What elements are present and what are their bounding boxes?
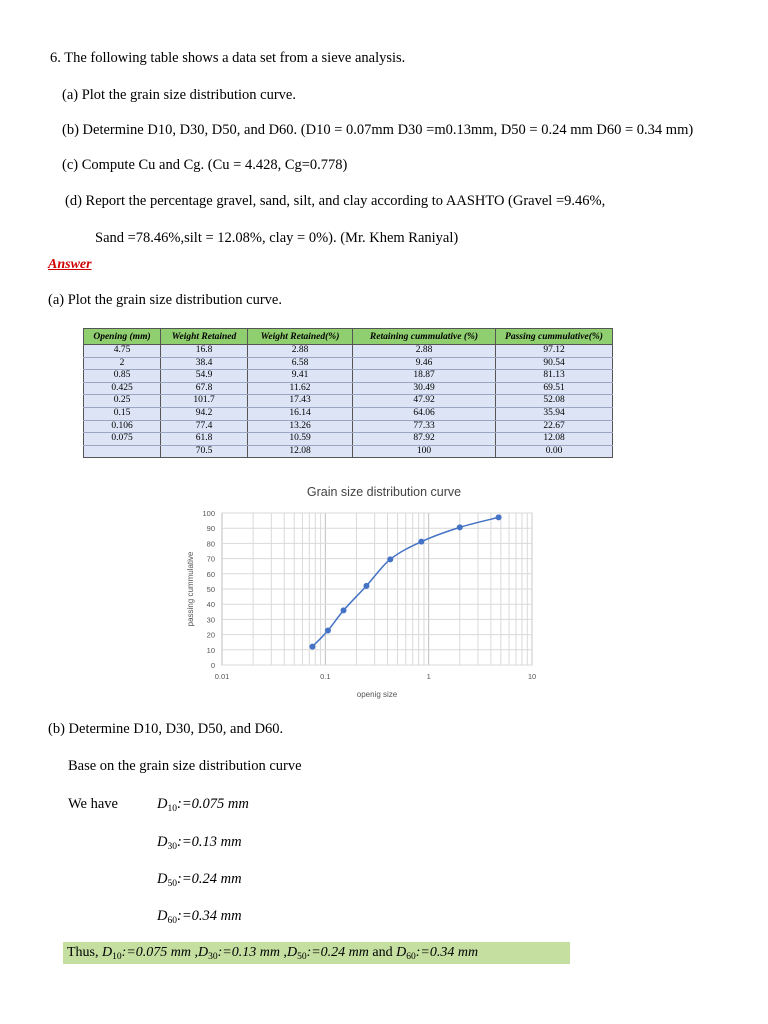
table-cell: 0.85 (84, 370, 161, 383)
question-d-continued: Sand =78.46%,silt = 12.08%, clay = 0%). (Mr. Khem Raniyal) (95, 230, 459, 246)
d10-subscript: 10 (167, 804, 177, 814)
x-tick-label: 0.01 (214, 672, 230, 681)
table-cell: 0.075 (84, 433, 161, 446)
summary-d30-symbol: D (197, 945, 209, 960)
table-cell: 61.8 (161, 433, 248, 446)
table-cell: 67.8 (161, 382, 248, 395)
table-cell: 9.46 (353, 357, 496, 370)
d50-equation (157, 871, 242, 889)
table-cell: 0.106 (84, 420, 161, 433)
table-cell: 10.59 (248, 433, 353, 446)
table-cell: 69.51 (496, 382, 613, 395)
data-point (496, 514, 502, 520)
d60-equation (157, 908, 242, 926)
summary-d60-subscript: 60 (406, 952, 416, 962)
y-tick-label: 10 (206, 645, 215, 655)
table-cell: 4.75 (84, 345, 161, 358)
table-cell: 70.5 (161, 445, 248, 458)
d30-symbol: D (157, 834, 168, 850)
d30-equation (157, 834, 242, 852)
part-a-heading: (a) Plot the grain size distribution curve. (48, 292, 282, 308)
table-cell: 100 (353, 445, 496, 458)
d10-value: :=0.075 mm (176, 796, 249, 812)
x-tick-label: 10 (527, 672, 537, 681)
table-header-cell: Passing cummulative(%) (496, 329, 613, 345)
y-tick-label: 20 (206, 630, 215, 640)
d10-symbol: D (157, 796, 168, 812)
data-point (363, 583, 369, 589)
x-axis-label: openig size (356, 690, 398, 699)
table-cell: 94.2 (161, 407, 248, 420)
summary-d30-subscript: 30 (208, 952, 218, 962)
table-cell: 6.58 (248, 357, 353, 370)
table-cell: 16.14 (248, 407, 353, 420)
y-tick-label: 90 (206, 524, 215, 534)
data-point (457, 524, 463, 530)
table-cell: 101.7 (161, 395, 248, 408)
table-cell: 17.43 (248, 395, 353, 408)
table-cell: 2.88 (353, 345, 496, 358)
question-d: (d) Report the percentage gravel, sand, silt, and clay according to AASHTO (Gravel =9.46%, (65, 193, 606, 209)
summary-d60 (396, 945, 478, 960)
y-tick-label: 100 (202, 509, 215, 518)
answer-label: Answer (48, 257, 92, 272)
table-cell: 77.33 (353, 420, 496, 433)
summary-d50-value: :=0.24 mm (306, 945, 369, 960)
table-cell: 77.4 (161, 420, 248, 433)
table-cell: 11.62 (248, 382, 353, 395)
d60-symbol: D (157, 908, 168, 924)
y-tick-label: 40 (206, 600, 215, 610)
y-tick-label: 0 (210, 661, 215, 670)
d50-subscript: 50 (167, 879, 177, 889)
summary-d10 (102, 945, 198, 960)
summary-d10-symbol: D (102, 945, 113, 960)
table-cell: 9.41 (248, 370, 353, 383)
table-cell: 0.00 (496, 445, 613, 458)
table-cell: 0.25 (84, 395, 161, 408)
table-cell: 38.4 (161, 357, 248, 370)
summary-d50 (287, 945, 369, 960)
d60-value: :=0.34 mm (176, 908, 242, 924)
part-b-heading: (b) Determine D10, D30, D50, and D60. (48, 721, 284, 737)
table-cell: 2.88 (248, 345, 353, 358)
summary-box (63, 942, 570, 964)
table-cell: 13.26 (248, 420, 353, 433)
table-cell: 0.425 (84, 382, 161, 395)
x-tick-label: 1 (426, 672, 431, 681)
y-axis-label: passing cummulative (186, 551, 195, 627)
summary-d10-value: :=0.075 mm , (121, 945, 198, 960)
table-cell: 54.9 (161, 370, 248, 383)
table-header-cell: Retaining cummulative (%) (353, 329, 496, 345)
table-cell: 30.49 (353, 382, 496, 395)
table-cell: 47.92 (353, 395, 496, 408)
summary-d30-value: :=0.13 mm , (217, 945, 287, 960)
table-cell: 0.15 (84, 407, 161, 420)
summary-d50-subscript: 50 (297, 952, 307, 962)
table-cell: 81.13 (496, 370, 613, 383)
d30-value: :=0.13 mm (176, 834, 242, 850)
y-tick-label: 70 (206, 554, 215, 564)
summary-and: and (372, 945, 393, 960)
data-point (309, 644, 315, 650)
summary-d60-symbol: D (396, 945, 407, 960)
table-cell: 2 (84, 357, 161, 370)
table-cell: 90.54 (496, 357, 613, 370)
part-b-basis: Base on the grain size distribution curve (68, 758, 302, 774)
table-cell: 22.67 (496, 420, 613, 433)
data-point (325, 628, 331, 634)
data-point (341, 607, 347, 613)
table-cell: 18.87 (353, 370, 496, 383)
summary-d50-symbol: D (286, 945, 298, 960)
table-header-cell: Weight Retained(%) (248, 329, 353, 345)
y-tick-label: 60 (206, 569, 215, 579)
x-tick-label: 0.1 (320, 672, 331, 681)
d50-value: :=0.24 mm (176, 871, 242, 887)
d60-subscript: 60 (167, 916, 177, 926)
y-tick-label: 30 (206, 615, 215, 625)
summary-d60-value: :=0.34 mm (415, 945, 479, 960)
d30-subscript: 30 (167, 842, 177, 852)
table-header-cell: Weight Retained (161, 329, 248, 345)
chart-title: Grain size distribution curve (306, 485, 462, 499)
data-point (387, 556, 393, 562)
table-cell: 87.92 (353, 433, 496, 446)
question-c: (c) Compute Cu and Cg. (Cu = 4.428, Cg=0.778) (62, 157, 348, 173)
summary-thus: Thus, (67, 945, 99, 960)
table-cell: 64.06 (353, 407, 496, 420)
y-tick-label: 50 (206, 585, 215, 594)
question-a: (a) Plot the grain size distribution curve. (62, 87, 296, 103)
we-have-label: We have (68, 796, 118, 812)
question-b: (b) Determine D10, D30, D50, and D60. (D10 = 0.07mm D30 =m0.13mm, D50 = 0.24 mm D60 = 0.34 mm) (62, 122, 694, 138)
question-intro: 6. The following table shows a data set from a sieve analysis. (50, 50, 406, 66)
d50-symbol: D (157, 871, 168, 887)
data-point (418, 539, 424, 545)
table-cell: 12.08 (248, 445, 353, 458)
summary-d30 (198, 945, 287, 960)
table-cell: 97.12 (496, 345, 613, 358)
summary-d10-subscript: 10 (112, 952, 122, 962)
d10-equation (157, 796, 249, 814)
table-cell: 16.8 (161, 345, 248, 358)
table-cell: 12.08 (496, 433, 613, 446)
table-cell: 35.94 (496, 407, 613, 420)
table-cell: 52.08 (496, 395, 613, 408)
table-header-cell: Opening (mm) (84, 329, 161, 345)
y-tick-label: 80 (206, 539, 215, 549)
